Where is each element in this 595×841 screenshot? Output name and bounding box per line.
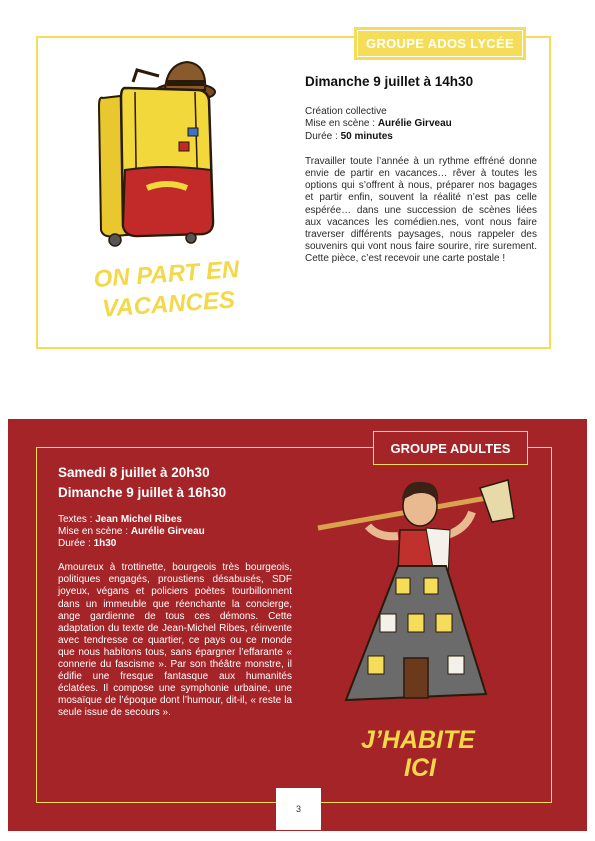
page-number-box: [276, 788, 321, 830]
credit-director: Mise en scène : Aurélie Girveau: [305, 118, 452, 130]
credit-director-adult: Mise en scène : Aurélie Girveau: [58, 526, 205, 538]
group-tag-ados-label: GROUPE ADOS LYCÉE: [366, 36, 514, 51]
show-date-1: Samedi 8 juillet à 20h30: [58, 465, 210, 480]
page-number: 3: [295, 804, 301, 814]
bottom-text-block: [58, 463, 292, 720]
credit-author: Textes : Jean Michel Ribes: [58, 514, 182, 525]
door-icon: [404, 658, 428, 698]
person-head-icon: [402, 482, 438, 526]
group-tag-adultes-label: GROUPE ADULTES: [390, 440, 511, 456]
top-text-block: [305, 76, 537, 266]
art2-title-line1: J’HABITE: [361, 726, 475, 754]
art-title-line2: VACANCES: [101, 286, 236, 323]
group-tag-adultes: [373, 431, 528, 465]
credit-duration: Durée : 50 minutes: [305, 130, 393, 142]
art2-title-line2: ICI: [404, 754, 436, 782]
show-date-2: Dimanche 9 juillet à 16h30: [58, 485, 227, 500]
suitcase-illustration: [85, 50, 255, 330]
building-person-illustration: [308, 478, 528, 783]
show-description-adult: Amoureux à trottinette, bourgeois très bourgeois, politiques engagés, proustiens désabusés, SDF joyeux, végans et policiers poètes tourbillonnent dans un immeuble que réenchante la concierge, ange gardienne de tous ces démons. Cette adaptation du texte de Jean-Michel Ribes, réinvente avec tendresse ce quartier, ce pays ou ce monde que nous habitons tous, sans épargner l’effarante « connerie du fascisme ». Par son théâtre monstre, il édifie une fresque fantasque aux humanités éclatées. Il compose une symphonie urbaine, une mosaïque de l’époque dont l’humour, dit-il, « reste la seule issue de secours ».: [58, 562, 292, 719]
show-date: Dimanche 9 juillet à 14h30: [305, 74, 474, 89]
show-dates: [58, 463, 292, 503]
credit-duration-adult: Durée : 1h30: [58, 538, 117, 550]
art-title-line1: ON PART EN: [92, 255, 241, 294]
credits-block-adult: [58, 514, 292, 550]
credit-creation: Création collective: [305, 106, 387, 118]
show-description: Travailler toute l’année à un rythme effréné donne envie de partir en vacances… rêver à toutes les options qui s’offrent à nous, préparer nos bagages et partir enfin, souvent la réalité n’est pas celle espérée… dans une succession de scènes liées aux vacances les comédien.nes, vont nous faire traverser différents paysages, nous rappeler des souvenirs qui vont nous faire sourire, rire surement. Cette pièce, c’est recevoir une carte postale !: [305, 155, 537, 265]
group-tag-ados: [354, 27, 526, 60]
credits-block: [305, 106, 537, 143]
